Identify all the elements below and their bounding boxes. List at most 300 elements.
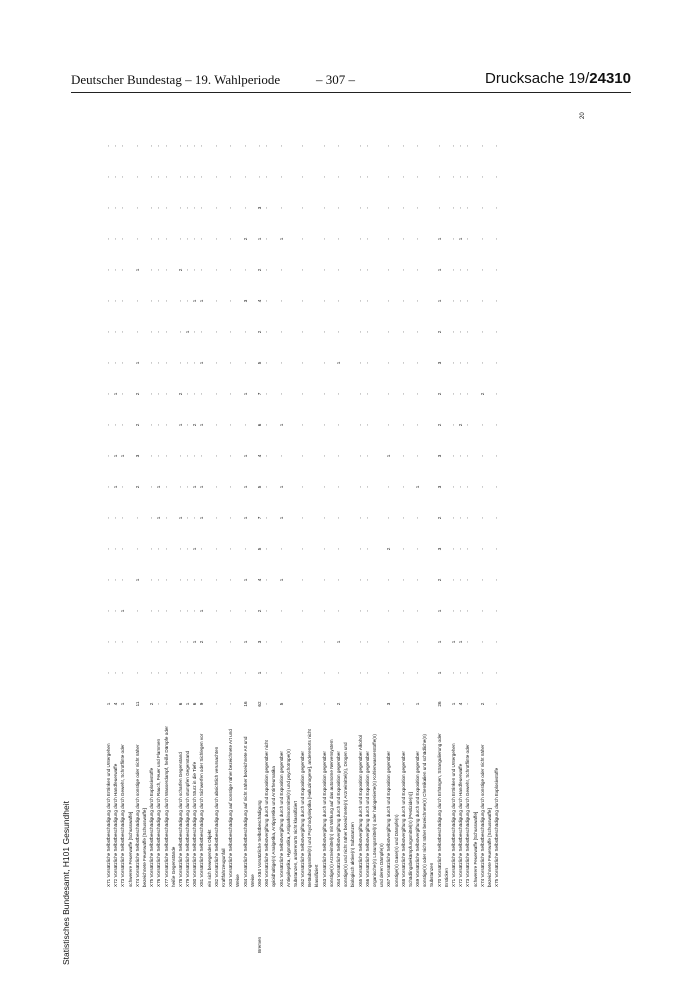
row-label: X84 Vorsätzliche Selbstbeschädigung auf nicht näher bezeichnete Art und xyxy=(242,736,248,887)
table-cell: - xyxy=(357,579,363,581)
table-cell: 1 xyxy=(134,361,140,365)
table-cell: - xyxy=(199,176,205,178)
row-label: Substanzen, anderenorts nicht klassifiziert xyxy=(292,800,298,887)
table-cell: - xyxy=(494,641,500,643)
table-cell: - xyxy=(149,238,155,240)
table-row xyxy=(105,105,112,965)
table-cell: 1 xyxy=(242,485,248,489)
table-row xyxy=(170,105,177,965)
table-cell: - xyxy=(113,517,119,519)
table-cell: - xyxy=(177,176,183,178)
table-cell: - xyxy=(357,331,363,333)
table-cell: - xyxy=(134,548,140,550)
table-cell: - xyxy=(465,641,471,643)
table-cell: 2 xyxy=(256,268,262,272)
table-cell: - xyxy=(199,269,205,271)
table-cell: 2 xyxy=(479,702,485,706)
rotated-table-page xyxy=(61,105,621,965)
table-cell: - xyxy=(177,455,183,457)
table-cell: - xyxy=(451,269,456,271)
row-label: klassifiziert xyxy=(314,864,320,887)
table-cell: - xyxy=(386,362,392,364)
drucksache-number: 24310 xyxy=(589,70,631,87)
table-cell: - xyxy=(134,517,140,519)
table-cell: - xyxy=(336,610,341,612)
table-row xyxy=(112,105,119,965)
table-cell: - xyxy=(458,207,464,209)
table-cell: - xyxy=(264,703,270,705)
table-cell: - xyxy=(458,331,464,333)
table-cell: 1 xyxy=(199,299,205,303)
table-row xyxy=(148,105,155,965)
table-cell: - xyxy=(300,331,306,333)
table-cell: - xyxy=(336,331,341,333)
table-cell: - xyxy=(300,579,306,581)
row-label: X81 Vorsätzliche Selbstbeschädigung durch Sichwerfen oder Sichlegen vor xyxy=(199,733,205,887)
table-cell: - xyxy=(494,486,500,488)
table-cell: - xyxy=(177,641,183,643)
table-cell: - xyxy=(458,269,464,271)
table-cell: - xyxy=(228,207,234,209)
table-cell: - xyxy=(163,517,169,519)
table-cell: - xyxy=(113,176,119,178)
table-row xyxy=(313,105,320,965)
row-label: X74 Vorsätzliche Selbstbeschädigung durch sonstige oder nicht näher xyxy=(479,744,485,887)
table-cell: 5 xyxy=(256,485,262,489)
table-cell: - xyxy=(321,176,327,178)
table-cell: - xyxy=(149,641,155,643)
table-cell: 2 xyxy=(177,392,183,396)
table-cell: - xyxy=(156,269,162,271)
table-cell: 1 xyxy=(256,671,262,675)
table-cell: - xyxy=(149,362,155,364)
table-cell: - xyxy=(106,579,111,581)
table-row xyxy=(249,105,256,965)
table-cell: - xyxy=(113,331,119,333)
table-cell: - xyxy=(386,300,392,302)
table-cell: - xyxy=(185,641,191,643)
table-cell: 1 xyxy=(185,330,191,334)
row-label: sonstige(n) Gase(n) und Dämpfe(n) xyxy=(393,814,399,887)
table-cell: - xyxy=(264,238,270,240)
table-cell: - xyxy=(149,145,155,147)
table-row xyxy=(414,105,421,965)
table-cell: - xyxy=(300,672,306,674)
table-row xyxy=(393,105,400,965)
table-cell: - xyxy=(213,486,219,488)
table-cell: - xyxy=(465,300,471,302)
table-cell: - xyxy=(163,362,169,364)
table-cell: - xyxy=(213,517,219,519)
table-cell: 1 xyxy=(120,702,126,706)
table-cell: - xyxy=(465,238,471,240)
table-cell: - xyxy=(451,176,456,178)
table-cell: - xyxy=(364,672,370,674)
table-cell: 2 xyxy=(177,268,183,272)
table-cell: - xyxy=(465,703,471,705)
table-cell: - xyxy=(400,176,406,178)
table-cell: 1 xyxy=(415,702,421,706)
table-cell: - xyxy=(163,579,169,581)
table-cell: - xyxy=(192,362,198,364)
table-cell: - xyxy=(199,238,205,240)
table-cell: 1 xyxy=(242,578,248,582)
table-cell: - xyxy=(465,145,471,147)
table-cell: 3 xyxy=(256,640,262,644)
table-cell: - xyxy=(357,517,363,519)
table-cell: - xyxy=(465,455,471,457)
table-row xyxy=(184,105,191,965)
row-label: X66 Vorsätzliche Selbstvergiftung durch und Exposition gegenüber xyxy=(364,751,370,887)
table-cell: - xyxy=(278,300,284,302)
table-cell: - xyxy=(321,269,327,271)
table-cell: - xyxy=(113,672,119,674)
table-cell: - xyxy=(364,424,370,426)
table-cell: - xyxy=(134,145,140,147)
table-cell: - xyxy=(300,269,306,271)
row-label: X76 Vorsätzliche Selbstbeschädigung durch Rauch, Feuer und Flammen xyxy=(156,738,162,887)
table-cell: - xyxy=(364,362,370,364)
table-cell: - xyxy=(106,486,111,488)
table-cell: - xyxy=(156,362,162,364)
table-cell: - xyxy=(185,455,191,457)
table-cell: - xyxy=(134,641,140,643)
table-cell: - xyxy=(479,331,485,333)
table-cell: 1 xyxy=(199,485,205,489)
table-cell: - xyxy=(120,517,126,519)
table-cell: - xyxy=(436,176,442,178)
table-cell: - xyxy=(192,331,198,333)
table-cell: - xyxy=(264,300,270,302)
table-cell: - xyxy=(458,145,464,147)
table-cell: - xyxy=(386,672,392,674)
table-cell: - xyxy=(149,579,155,581)
table-cell: 1 xyxy=(242,640,248,644)
row-label: X60-X84 Vorsätzliche Selbstbeschädigung xyxy=(256,800,262,887)
row-label: X79 Vorsätzliche Selbstbeschädigung durch stumpfen Gegenstand xyxy=(185,750,191,887)
table-cell: 1 xyxy=(451,640,456,644)
table-cell: - xyxy=(321,145,327,147)
table-cell: - xyxy=(228,145,234,147)
table-cell: - xyxy=(278,393,284,395)
table-cell: - xyxy=(149,300,155,302)
table-cell: - xyxy=(465,610,471,612)
table-cell: - xyxy=(400,424,406,426)
page-header xyxy=(71,70,631,92)
table-cell: - xyxy=(386,176,392,178)
table-cell: - xyxy=(256,145,262,147)
table-cell: - xyxy=(451,145,456,147)
table-cell: - xyxy=(436,145,442,147)
table-row xyxy=(436,105,443,965)
table-cell: - xyxy=(106,393,111,395)
table-cell: - xyxy=(120,269,126,271)
table-cell: - xyxy=(300,176,306,178)
table-cell: - xyxy=(156,641,162,643)
table-cell: - xyxy=(364,300,370,302)
table-cell: - xyxy=(400,207,406,209)
table-cell: - xyxy=(465,207,471,209)
table-cell: - xyxy=(465,331,471,333)
table-cell: - xyxy=(479,517,485,519)
table-cell: 2 xyxy=(256,609,262,613)
table-row xyxy=(206,105,213,965)
table-row xyxy=(443,105,450,965)
table-cell: - xyxy=(192,145,198,147)
table-cell: - xyxy=(494,672,500,674)
table-cell: - xyxy=(106,548,111,550)
table-cell: - xyxy=(177,238,183,240)
table-cell: 4 xyxy=(256,299,262,303)
table-cell: - xyxy=(465,517,471,519)
table-cell: - xyxy=(242,176,248,178)
table-cell: 4 xyxy=(458,702,464,706)
row-label: Ersticken xyxy=(443,868,449,887)
table-cell: - xyxy=(199,331,205,333)
table-cell: - xyxy=(264,641,270,643)
table-cell: - xyxy=(199,579,205,581)
table-cell: 4 xyxy=(256,454,262,458)
table-cell: - xyxy=(213,579,219,581)
table-cell: - xyxy=(336,207,341,209)
row-label: X69 Vorsätzliche Selbstvergiftung durch und Exposition gegenüber xyxy=(415,751,421,887)
table-cell: - xyxy=(228,331,234,333)
table-cell: - xyxy=(106,455,111,457)
table-cell: - xyxy=(458,300,464,302)
table-cell: - xyxy=(415,455,421,457)
table-row xyxy=(155,105,162,965)
table-cell: 7 xyxy=(256,516,262,520)
table-cell: - xyxy=(177,331,183,333)
row-label: Schädlingsbekämpfungsmittel(n) [Pestizide(n)] xyxy=(407,792,413,887)
table-cell: 1 xyxy=(336,640,341,644)
row-label: organische(n) Lösungsmittel(n) oder halogenierte(n) Kohlenwasserstoffe(n) xyxy=(371,734,377,887)
table-cell: - xyxy=(228,269,234,271)
table-cell: - xyxy=(199,145,205,147)
table-cell: - xyxy=(278,362,284,364)
table-cell: - xyxy=(242,548,248,550)
table-cell: - xyxy=(400,331,406,333)
table-cell: - xyxy=(357,207,363,209)
table-cell: - xyxy=(228,486,234,488)
table-cell: - xyxy=(494,238,500,240)
table-cell: - xyxy=(242,145,248,147)
table-cell: 2 xyxy=(436,330,442,334)
table-cell: - xyxy=(400,672,406,674)
table-cell: - xyxy=(120,548,126,550)
table-cell: - xyxy=(134,331,140,333)
table-cell: - xyxy=(336,300,341,302)
table-cell: - xyxy=(336,145,341,147)
table-cell: - xyxy=(494,579,500,581)
table-cell: - xyxy=(213,548,219,550)
table-cell: 1 xyxy=(199,361,205,365)
row-label: X63 Vorsätzliche Selbstvergiftung durch und Exposition gegenüber xyxy=(321,751,327,887)
table-cell: - xyxy=(451,486,456,488)
table-cell: 1 xyxy=(436,609,442,613)
table-cell: - xyxy=(357,238,363,240)
table-cell: - xyxy=(264,579,270,581)
table-cell: - xyxy=(357,362,363,364)
table-cell: 5 xyxy=(256,547,262,551)
table-cell: - xyxy=(134,207,140,209)
table-cell: - xyxy=(336,579,341,581)
table-row xyxy=(263,105,270,965)
table-cell: - xyxy=(494,455,500,457)
table-cell: 1 xyxy=(256,237,262,241)
row-label: Weise xyxy=(235,874,241,887)
table-cell: - xyxy=(213,393,219,395)
table-cell: - xyxy=(120,145,126,147)
row-label: und deren Dämpfe(n) xyxy=(379,843,385,887)
region-label: Bremen xyxy=(256,936,262,953)
table-cell: - xyxy=(400,300,406,302)
table-cell: - xyxy=(228,610,234,612)
table-cell: - xyxy=(479,362,485,364)
table-row xyxy=(371,105,378,965)
table-cell: - xyxy=(321,362,327,364)
table-cell: - xyxy=(177,548,183,550)
table-cell: - xyxy=(386,579,392,581)
table-cell: - xyxy=(163,703,169,705)
table-cell: - xyxy=(357,176,363,178)
table-cell: 5 xyxy=(256,361,262,365)
table-cell: 1 xyxy=(336,361,341,365)
table-cell: 16 xyxy=(242,701,248,707)
table-cell: - xyxy=(386,207,392,209)
table-cell: - xyxy=(120,176,126,178)
table-cell: - xyxy=(185,176,191,178)
table-cell: 3 xyxy=(256,206,262,210)
table-cell: 1 xyxy=(436,299,442,303)
table-cell: - xyxy=(185,145,191,147)
table-cell: - xyxy=(242,331,248,333)
table-cell: - xyxy=(264,455,270,457)
row-label: schwerere Feuerwaffe [Schusswaffe] xyxy=(127,811,133,887)
table-cell: - xyxy=(357,269,363,271)
table-cell: - xyxy=(149,548,155,550)
table-cell: 1 xyxy=(386,454,392,458)
table-row xyxy=(342,105,349,965)
table-cell: - xyxy=(300,362,306,364)
table-cell: - xyxy=(278,610,284,612)
table-cell: - xyxy=(415,424,421,426)
table-cell: - xyxy=(213,269,219,271)
table-cell: 4 xyxy=(256,578,262,582)
table-cell: - xyxy=(400,517,406,519)
table-cell: - xyxy=(494,362,500,364)
table-cell: - xyxy=(458,176,464,178)
table-cell: - xyxy=(364,703,370,705)
table-cell: - xyxy=(364,517,370,519)
table-cell: - xyxy=(465,548,471,550)
table-cell: 1 xyxy=(106,702,111,706)
table-cell: 1 xyxy=(278,237,284,241)
table-cell: 1 xyxy=(192,640,198,644)
table-cell: - xyxy=(321,486,327,488)
table-cell: - xyxy=(134,672,140,674)
row-label: bezeichnete Feuerwaffe [Schusswaffe] xyxy=(141,808,147,887)
table-cell: - xyxy=(264,207,270,209)
table-cell: - xyxy=(228,579,234,581)
table-cell: - xyxy=(400,610,406,612)
table-cell: - xyxy=(163,238,169,240)
table-cell: - xyxy=(199,672,205,674)
table-cell: - xyxy=(185,486,191,488)
table-cell: - xyxy=(192,393,198,395)
table-cell: - xyxy=(400,393,406,395)
table-cell: - xyxy=(451,672,456,674)
table-cell: - xyxy=(400,641,406,643)
row-label: bezeichnete Feuerwaffe [Schusswaffe] xyxy=(486,808,492,887)
table-cell: - xyxy=(494,424,500,426)
table-row xyxy=(486,105,493,965)
table-cell: - xyxy=(120,207,126,209)
table-cell: - xyxy=(451,331,456,333)
table-cell: 1 xyxy=(436,640,442,644)
table-cell: - xyxy=(494,176,500,178)
table-cell: - xyxy=(106,672,111,674)
row-label: heiße Gegenstände xyxy=(170,846,176,887)
table-cell: - xyxy=(106,362,111,364)
table-cell: - xyxy=(134,300,140,302)
table-cell: 2 xyxy=(386,547,392,551)
table-cell: - xyxy=(163,424,169,426)
table-cell: - xyxy=(357,393,363,395)
table-cell: - xyxy=(465,486,471,488)
table-row xyxy=(357,105,364,965)
table-cell: - xyxy=(458,672,464,674)
table-cell: - xyxy=(494,207,500,209)
row-label: Weise xyxy=(249,874,255,887)
table-row xyxy=(256,105,263,965)
table-cell: 1 xyxy=(113,485,119,489)
table-cell: - xyxy=(479,300,485,302)
table-cell: 2 xyxy=(336,702,341,706)
table-cell: - xyxy=(149,455,155,457)
table-row xyxy=(335,105,342,965)
table-cell: - xyxy=(451,207,456,209)
table-cell: - xyxy=(321,548,327,550)
table-cell: - xyxy=(228,703,234,705)
table-cell: - xyxy=(264,610,270,612)
table-cell: - xyxy=(185,300,191,302)
table-cell: 2 xyxy=(458,423,464,427)
table-cell: - xyxy=(364,455,370,457)
table-cell: 1 xyxy=(120,609,126,613)
table-cell: - xyxy=(149,672,155,674)
row-label: X65 Vorsätzliche Selbstvergiftung durch und Exposition gegenüber Alkohol xyxy=(357,735,363,887)
table-cell: - xyxy=(242,610,248,612)
table-cell: - xyxy=(120,424,126,426)
table-cell: 3 xyxy=(386,702,392,706)
table-cell: - xyxy=(185,548,191,550)
row-label: X72 Vorsätzliche Selbstbeschädigung durch Handfeuerwaffe xyxy=(458,763,464,887)
table-row xyxy=(321,105,328,965)
table-cell: 11 xyxy=(134,701,140,707)
table-cell: - xyxy=(321,455,327,457)
table-cell: - xyxy=(458,455,464,457)
table-cell: - xyxy=(113,610,119,612)
table-row xyxy=(349,105,356,965)
row-label: ein sich bewegendes Objekt xyxy=(206,829,212,887)
table-cell: - xyxy=(264,424,270,426)
table-cell: - xyxy=(264,145,270,147)
table-cell: - xyxy=(458,548,464,550)
table-row xyxy=(306,105,313,965)
table-cell: - xyxy=(177,486,183,488)
header-drucksache xyxy=(485,70,631,87)
